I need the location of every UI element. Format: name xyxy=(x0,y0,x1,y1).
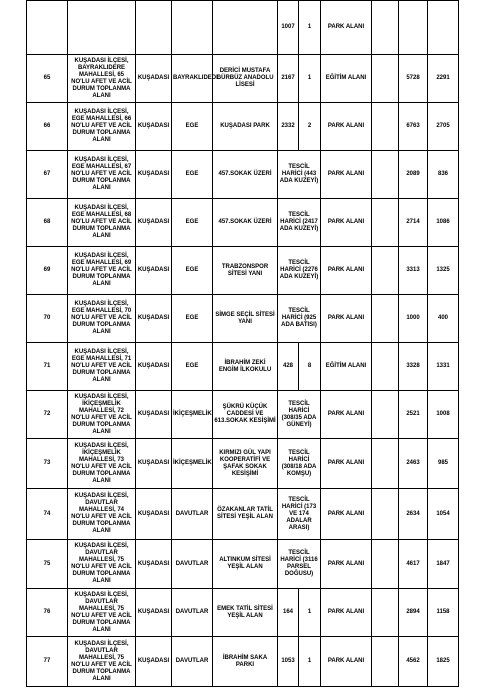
empty-cell xyxy=(372,489,399,540)
area-type-cell: PARK ALANI xyxy=(321,151,372,199)
area-name-cell: ALTINKUM SİTESİ YEŞİL ALAN xyxy=(213,540,278,589)
parcel-cell: 1 xyxy=(299,589,321,637)
area-name-cell: DERİCİ MUSTAFA GÜRBÜZ ANADOLU LİSESİ xyxy=(213,55,278,103)
district-cell: KUŞADASI xyxy=(136,103,172,151)
area-value-cell: 3328 xyxy=(399,343,428,391)
description-cell: KUŞADASI İLÇESİ, EGE MAHALLESİ, 70 NO'LU AFET VE ACİL DURUM TOPLANMA ALANI xyxy=(68,295,136,343)
neighborhood-cell: İKİÇEŞMELİK xyxy=(172,391,213,439)
empty-cell xyxy=(372,55,399,103)
assembly-areas-table xyxy=(26,0,459,687)
district-cell: KUŞADASI xyxy=(136,391,172,439)
row-number-cell: 74 xyxy=(27,489,68,540)
area-value-cell: 2089 xyxy=(399,151,428,199)
row-number-cell: 70 xyxy=(27,295,68,343)
row-number-cell: 67 xyxy=(27,151,68,199)
description-cell: KUŞADASI İLÇESİ, EGE MAHALLESİ, 68 NO'LU AFET VE ACİL DURUM TOPLANMA ALANI xyxy=(68,199,136,247)
block-parcel-cell: TESCİL HARİCİ (3116 PARSEL DOĞUSU) xyxy=(278,540,321,589)
district-cell: KUŞADASI xyxy=(136,55,172,103)
parcel-cell: 1 xyxy=(299,637,321,687)
row-number-cell: 66 xyxy=(27,103,68,151)
empty-cell xyxy=(372,439,399,489)
area-value-cell: 6763 xyxy=(399,103,428,151)
empty-cell xyxy=(372,247,399,295)
district-cell: KUŞADASI xyxy=(136,540,172,589)
row-number-cell: 77 xyxy=(27,637,68,687)
area-type-cell: PARK ALANI xyxy=(321,1,372,55)
description-cell: KUŞADASI İLÇESİ, EGE MAHALLESİ, 69 NO'LU AFET VE ACİL DURUM TOPLANMA ALANI xyxy=(68,247,136,295)
parcel-cell: 1 xyxy=(299,55,321,103)
table-row xyxy=(27,295,459,343)
row-number-cell xyxy=(27,1,68,55)
area-type-cell: PARK ALANI xyxy=(321,489,372,540)
capacity-value-cell: 1325 xyxy=(428,247,459,295)
district-cell: KUŞADASI xyxy=(136,295,172,343)
neighborhood-cell: DAVUTLAR xyxy=(172,540,213,589)
block-cell: 1053 xyxy=(278,637,299,687)
row-number-cell: 76 xyxy=(27,589,68,637)
neighborhood-cell: DAVUTLAR xyxy=(172,489,213,540)
empty-cell xyxy=(372,103,399,151)
row-number-cell: 73 xyxy=(27,439,68,489)
area-value-cell: 4617 xyxy=(399,540,428,589)
area-value-cell: 2894 xyxy=(399,589,428,637)
parcel-cell: 1 xyxy=(299,1,321,55)
empty-cell xyxy=(372,295,399,343)
district-cell: KUŞADASI xyxy=(136,247,172,295)
area-type-cell: PARK ALANI xyxy=(321,439,372,489)
district-cell xyxy=(136,1,172,55)
description-cell: KUŞADASI İLÇESİ, DAVUTLAR MAHALLESİ, 75 NO'LU AFET VE ACİL DURUM TOPLANMA ALANI xyxy=(68,540,136,589)
row-number-cell: 69 xyxy=(27,247,68,295)
area-type-cell: PARK ALANI xyxy=(321,540,372,589)
block-parcel-cell: TESCİL HARİCİ (2276 ADA KUZEYİ) xyxy=(278,247,321,295)
area-type-cell: PARK ALANI xyxy=(321,391,372,439)
parcel-cell: 8 xyxy=(299,343,321,391)
area-value-cell: 2714 xyxy=(399,199,428,247)
area-name-cell xyxy=(213,1,278,55)
area-type-cell: EĞİTİM ALANI xyxy=(321,343,372,391)
description-cell xyxy=(68,1,136,55)
area-name-cell: 457.SOKAK ÜZERİ xyxy=(213,151,278,199)
empty-cell xyxy=(372,637,399,687)
block-parcel-cell: TESCİL HARİCİ (443 ADA KUZEYİ) xyxy=(278,151,321,199)
area-value-cell: 5728 xyxy=(399,55,428,103)
neighborhood-cell: BAYRAKLIDEDE xyxy=(172,55,213,103)
area-name-cell: İBRAHİM SAKA PARKI xyxy=(213,637,278,687)
empty-cell xyxy=(372,589,399,637)
description-cell: KUŞADASI İLÇESİ, BAYRAKLIDERE MAHALLESİ, 65 NO'LU AFET VE ACİL DURUM TOPLANMA ALANI xyxy=(68,55,136,103)
description-cell: KUŞADASI İLÇESİ, İKİÇEŞMELİK MAHALLESİ, 73 NO'LU AFET VE ACİL DURUM TOPLANMA ALANI xyxy=(68,439,136,489)
block-parcel-cell: TESCİL HARİCİ (925 ADA BATISI) xyxy=(278,295,321,343)
block-parcel-cell: TESCİL HARİCİ (173 VE 174 ADALAR ARASI) xyxy=(278,489,321,540)
table-row xyxy=(27,489,459,540)
district-cell: KUŞADASI xyxy=(136,637,172,687)
description-cell: KUŞADASI İLÇESİ, DAVUTLAR MAHALLESİ, 74 NO'LU AFET VE ACİL DURUM TOPLANMA ALANI xyxy=(68,489,136,540)
area-name-cell: ÖZAKANLAR TATİL SİTESİ YEŞİL ALAN xyxy=(213,489,278,540)
table-row xyxy=(27,1,459,55)
capacity-value-cell: 1008 xyxy=(428,391,459,439)
area-type-cell: PARK ALANI xyxy=(321,103,372,151)
description-cell: KUŞADASI İLÇESİ, DAVUTLAR MAHALLESİ, 75 NO'LU AFET VE ACİL DURUM TOPLANMA ALANI xyxy=(68,589,136,637)
capacity-value-cell: 1054 xyxy=(428,489,459,540)
area-type-cell: PARK ALANI xyxy=(321,637,372,687)
table-row xyxy=(27,391,459,439)
district-cell: KUŞADASI xyxy=(136,151,172,199)
area-value-cell xyxy=(399,1,428,55)
table-row xyxy=(27,199,459,247)
table-row xyxy=(27,540,459,589)
row-number-cell: 68 xyxy=(27,199,68,247)
capacity-value-cell: 836 xyxy=(428,151,459,199)
district-cell: KUŞADASI xyxy=(136,439,172,489)
district-cell: KUŞADASI xyxy=(136,343,172,391)
row-number-cell: 75 xyxy=(27,540,68,589)
capacity-value-cell: 985 xyxy=(428,439,459,489)
neighborhood-cell: EGE xyxy=(172,151,213,199)
area-value-cell: 4562 xyxy=(399,637,428,687)
neighborhood-cell: DAVUTLAR xyxy=(172,637,213,687)
capacity-value-cell: 1331 xyxy=(428,343,459,391)
row-number-cell: 72 xyxy=(27,391,68,439)
table-row xyxy=(27,343,459,391)
area-value-cell: 2521 xyxy=(399,391,428,439)
neighborhood-cell: EGE xyxy=(172,343,213,391)
neighborhood-cell: EGE xyxy=(172,199,213,247)
area-type-cell: PARK ALANI xyxy=(321,247,372,295)
capacity-value-cell: 400 xyxy=(428,295,459,343)
block-cell: 2167 xyxy=(278,55,299,103)
district-cell: KUŞADASI xyxy=(136,199,172,247)
block-parcel-cell: TESCİL HARİCİ (308/35 ADA GÜNEYİ) xyxy=(278,391,321,439)
parcel-cell: 2 xyxy=(299,103,321,151)
table-row xyxy=(27,439,459,489)
area-name-cell: KUŞADASI PARK xyxy=(213,103,278,151)
table-row xyxy=(27,55,459,103)
neighborhood-cell: İKİÇEŞMELİK xyxy=(172,439,213,489)
neighborhood-cell: DAVUTLAR xyxy=(172,589,213,637)
area-value-cell: 2463 xyxy=(399,439,428,489)
description-cell: KUŞADASI İLÇESİ, EGE MAHALLESİ, 71 NO'LU AFET VE ACİL DURUM TOPLANMA ALANI xyxy=(68,343,136,391)
block-parcel-cell: TESCİL HARİCİ (308/18 ADA KOMŞU) xyxy=(278,439,321,489)
area-type-cell: PARK ALANI xyxy=(321,295,372,343)
row-number-cell: 71 xyxy=(27,343,68,391)
row-number-cell: 65 xyxy=(27,55,68,103)
area-name-cell: KIRMIZI GÜL YAPI KOOPERATİFİ VE ŞAFAK SOKAK KESİŞİMİ xyxy=(213,439,278,489)
empty-cell xyxy=(372,151,399,199)
block-cell: 164 xyxy=(278,589,299,637)
area-name-cell: SİMGE SEÇİL SİTESİ YANI xyxy=(213,295,278,343)
block-cell: 2332 xyxy=(278,103,299,151)
table-row xyxy=(27,637,459,687)
capacity-value-cell: 2705 xyxy=(428,103,459,151)
neighborhood-cell: EGE xyxy=(172,247,213,295)
capacity-value-cell: 1825 xyxy=(428,637,459,687)
block-cell: 428 xyxy=(278,343,299,391)
table-row xyxy=(27,589,459,637)
description-cell: KUŞADASI İLÇESİ, EGE MAHALLESİ, 67 NO'LU AFET VE ACİL DURUM TOPLANMA ALANI xyxy=(68,151,136,199)
area-name-cell: TRABZONSPOR SİTESİ YANI xyxy=(213,247,278,295)
area-type-cell: PARK ALANI xyxy=(321,589,372,637)
neighborhood-cell xyxy=(172,1,213,55)
capacity-value-cell: 2291 xyxy=(428,55,459,103)
table-row xyxy=(27,151,459,199)
table-row xyxy=(27,103,459,151)
empty-cell xyxy=(372,540,399,589)
capacity-value-cell: 1086 xyxy=(428,199,459,247)
area-value-cell: 2634 xyxy=(399,489,428,540)
area-name-cell: EMEK TATİL SİTESİ YEŞİL ALAN xyxy=(213,589,278,637)
district-cell: KUŞADASI xyxy=(136,589,172,637)
description-cell: KUŞADASI İLÇESİ, EGE MAHALLESİ, 66 NO'LU AFET VE ACİL DURUM TOPLANMA ALANI xyxy=(68,103,136,151)
capacity-value-cell: 1158 xyxy=(428,589,459,637)
empty-cell xyxy=(372,199,399,247)
description-cell: KUŞADASI İLÇESİ, İKİÇEŞMELİK MAHALLESİ, 72 NO'LU AFET VE ACİL DURUM TOPLANMA ALANI xyxy=(68,391,136,439)
block-cell: 1007 xyxy=(278,1,299,55)
neighborhood-cell: EGE xyxy=(172,103,213,151)
area-type-cell: PARK ALANI xyxy=(321,199,372,247)
area-name-cell: ŞÜKRÜ KÜÇÜK CADDESİ VE 613.SOKAK KESİŞİMİ xyxy=(213,391,278,439)
capacity-value-cell: 1847 xyxy=(428,540,459,589)
description-cell: KUŞADASI İLÇESİ, DAVUTLAR MAHALLESİ, 75 NO'LU AFET VE ACİL DURUM TOPLANMA ALANI xyxy=(68,637,136,687)
area-name-cell: İBRAHİM ZEKİ ENGİM İLKOKULU xyxy=(213,343,278,391)
area-type-cell: EĞİTİM ALANI xyxy=(321,55,372,103)
area-value-cell: 3313 xyxy=(399,247,428,295)
empty-cell xyxy=(372,391,399,439)
area-value-cell: 1000 xyxy=(399,295,428,343)
empty-cell xyxy=(372,1,399,55)
table-row xyxy=(27,247,459,295)
area-name-cell: 457.SOKAK ÜZERİ xyxy=(213,199,278,247)
district-cell: KUŞADASI xyxy=(136,489,172,540)
block-parcel-cell: TESCİL HARİCİ (2417 ADA KUZEYİ) xyxy=(278,199,321,247)
empty-cell xyxy=(372,343,399,391)
neighborhood-cell: EGE xyxy=(172,295,213,343)
capacity-value-cell xyxy=(428,1,459,55)
